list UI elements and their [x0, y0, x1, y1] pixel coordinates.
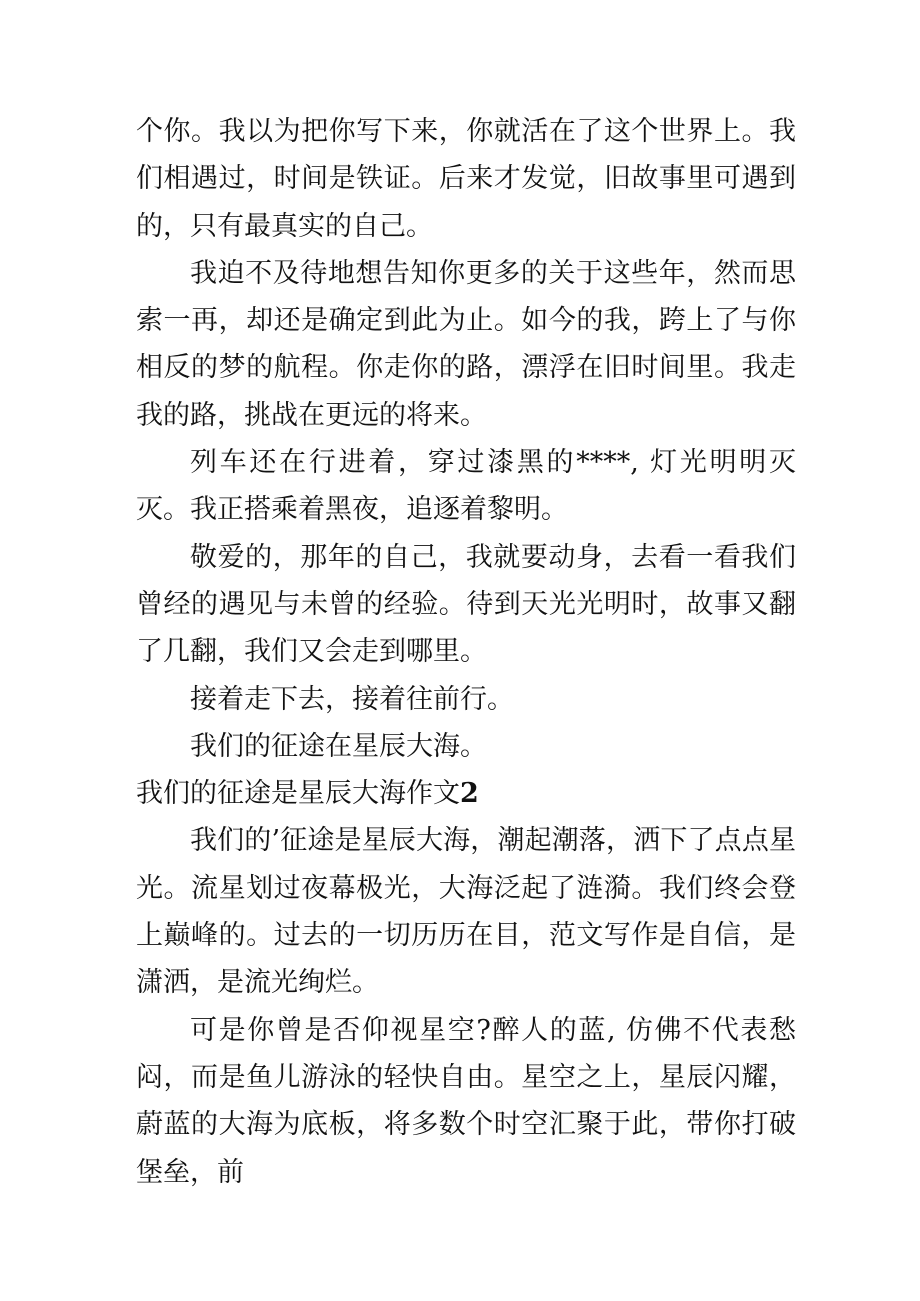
paragraph-7: 我们的’征途是星辰大海，潮起潮落，洒下了点点星光。流星划过夜幕极光，大海泛起了涟漪。我们终会登上巅峰的。过去的一切历历在目，范文写作是自信，是潇洒，是流光绚烂。	[136, 825, 796, 999]
section-heading	[136, 770, 796, 817]
paragraph-6: 我们的征途在星辰大海。	[190, 730, 487, 762]
paragraph-4: 敬爱的，那年的自己，我就要动身，去看一看我们曾经的遇见与未曾的经验。待到天光光明时，故事又翻了几翻，我们又会走到哪里。	[136, 541, 796, 668]
section-heading-text: 我们的征途是星辰大海作文	[136, 778, 460, 810]
section-heading-number: 2	[460, 778, 479, 810]
document-body	[136, 108, 796, 1196]
paragraph-8: 可是你曾是否仰视星空?醉人的蓝, 仿佛不代表愁闷，而是鱼儿游泳的轻快自由。星空之上，星辰闪耀，蔚蓝的大海为底板，将多数个时空汇聚于此，带你打破堡垒，前	[136, 1014, 796, 1188]
paragraph-1: 个你。我以为把你写下来，你就活在了这个世界上。我们相遇过，时间是铁证。后来才发觉，旧故事里可遇到的，只有最真实的自己。	[136, 116, 796, 242]
paragraph-2: 我迫不及待地想告知你更多的关于这些年，然而思索一再，却还是确定到此为止。如今的我，跨上了与你相反的梦的航程。你走你的路，漂浮在旧时间里。我走我的路，挑战在更远的将来。	[136, 257, 796, 431]
paragraph-3: 列车还在行进着，穿过漆黑的****, 灯光明明灭灭。我正搭乘着黑夜，追逐着黎明。	[136, 447, 796, 526]
paragraph-5: 接着走下去，接着往前行。	[190, 683, 514, 715]
